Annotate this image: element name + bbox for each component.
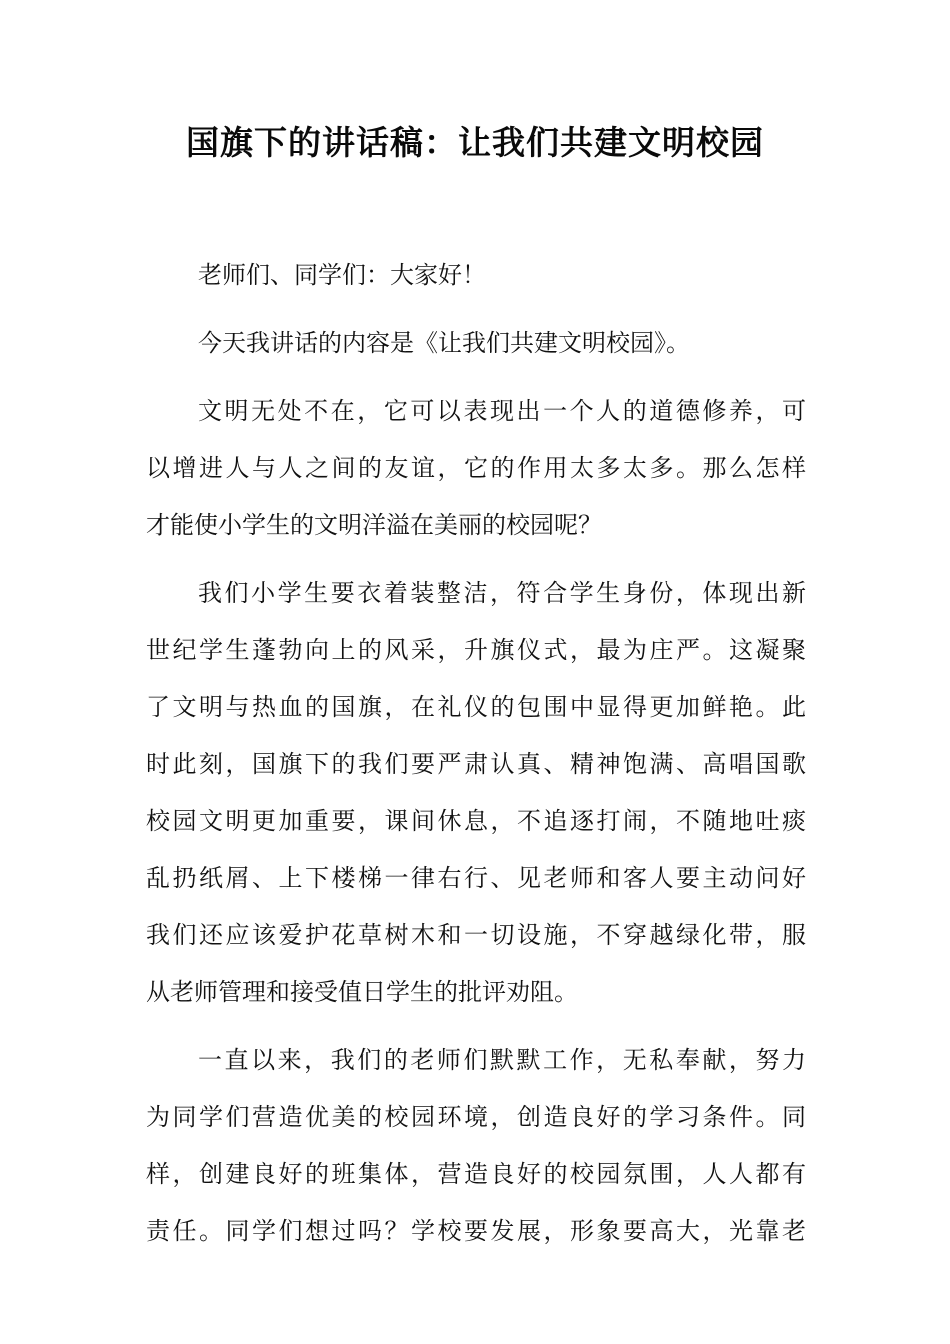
- text-line: 责任。同学们想过吗？学校要发展，形象要高大，光靠老: [146, 1217, 806, 1245]
- paragraph-civility: [146, 383, 806, 554]
- text-line: 我们小学生要衣着装整洁，符合学生身份，体现出新: [198, 579, 806, 607]
- text-line: 才能使小学生的文明洋溢在美丽的校园呢？: [146, 511, 602, 539]
- text-line: 老师们、同学们：大家好！: [198, 261, 486, 289]
- text-line: 乱扔纸屑、上下楼梯一律右行、见老师和客人要主动问好: [146, 864, 806, 892]
- paragraph-topic: [146, 315, 806, 372]
- paragraph-behavior: [146, 565, 806, 1021]
- text-line: 时此刻，国旗下的我们要严肃认真、精神饱满、高唱国歌: [146, 750, 806, 778]
- document-body: [146, 247, 806, 1271]
- text-line: 了文明与热血的国旗，在礼仪的包围中显得更加鲜艳。此: [146, 693, 806, 721]
- text-line: 校园文明更加重要，课间休息，不追逐打闹，不随地吐痰: [146, 807, 806, 835]
- text-line: 我们还应该爱护花草树木和一切设施，不穿越绿化带，服: [146, 921, 806, 949]
- paragraph-greeting: [146, 247, 806, 304]
- text-line: 一直以来，我们的老师们默默工作，无私奉献，努力: [198, 1046, 806, 1074]
- text-line: 以增进人与人之间的友谊，它的作用太多太多。那么怎样: [146, 454, 806, 482]
- text-line: 为同学们营造优美的校园环境，创造良好的学习条件。同: [146, 1103, 806, 1131]
- paragraph-teachers: [146, 1032, 806, 1260]
- text-line: 世纪学生蓬勃向上的风采，升旗仪式，最为庄严。这凝聚: [146, 636, 806, 664]
- text-line: 今天我讲话的内容是《让我们共建文明校园》。: [198, 329, 690, 357]
- text-line: 样，创建良好的班集体，营造良好的校园氛围，人人都有: [146, 1160, 806, 1188]
- text-line: 从老师管理和接受值日学生的批评劝阻。: [146, 978, 578, 1006]
- document-title: 国旗下的讲话稿：让我们共建文明校园: [186, 123, 764, 162]
- text-line: 文明无处不在，它可以表现出一个人的道德修养，可: [198, 397, 806, 425]
